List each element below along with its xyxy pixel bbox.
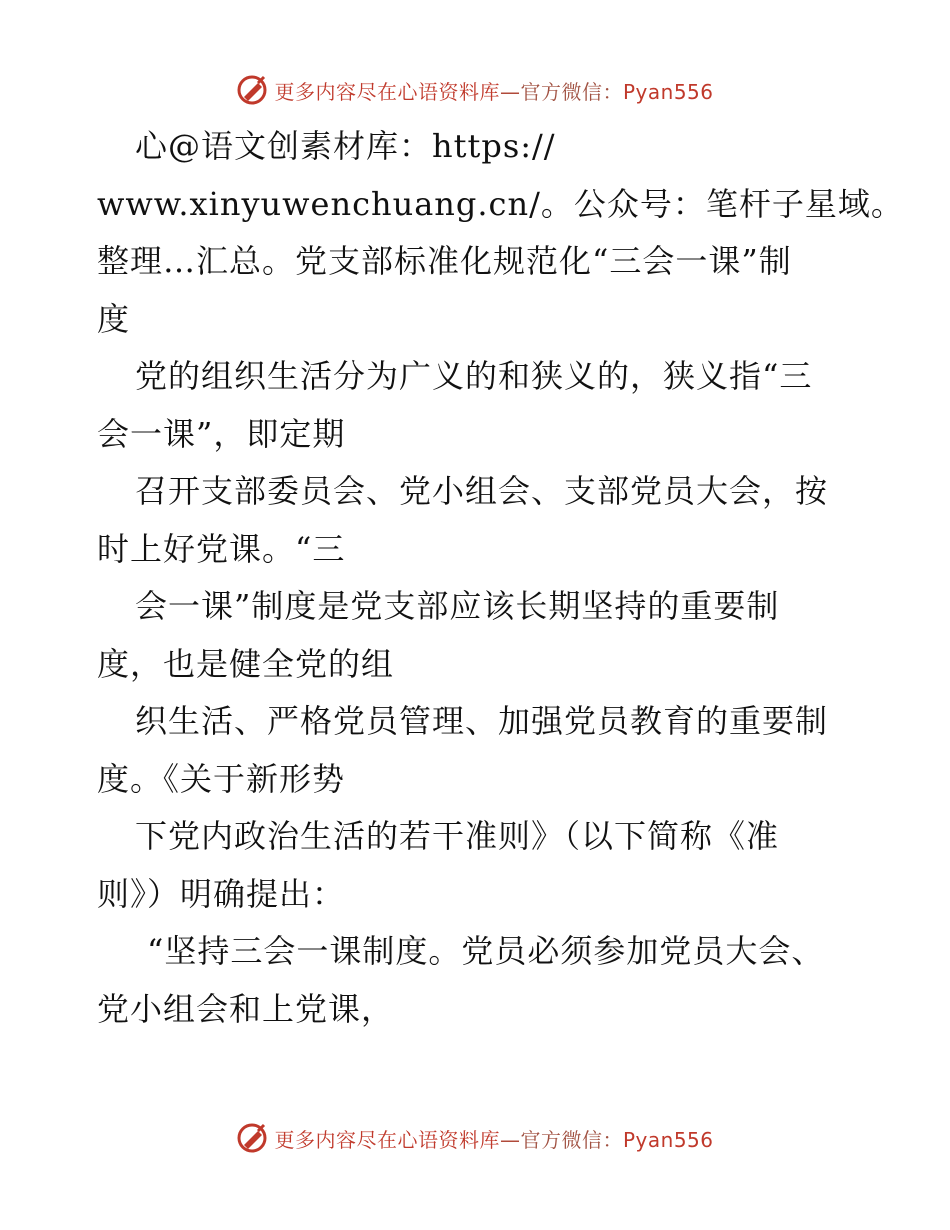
text-line: 度。《关于新形势 bbox=[97, 759, 346, 798]
banner-separator: — bbox=[499, 1127, 521, 1152]
pen-logo-icon bbox=[236, 1121, 270, 1155]
banner-wechat-id: Pyan556 bbox=[622, 1127, 714, 1152]
banner-wechat-label: 官方微信： bbox=[520, 1127, 623, 1152]
text-line: 则》）明确提出： bbox=[97, 874, 346, 913]
text-line: www.xinyuwenchuang.cn/。公众号：笔杆子星域。 bbox=[97, 184, 904, 223]
banner-text bbox=[274, 76, 713, 105]
text-line: 度，也是健全党的组 bbox=[97, 644, 395, 683]
text-line: 时上好党课。“三 bbox=[97, 529, 346, 568]
text-line: 心@语文创素材库：https:// bbox=[135, 127, 556, 165]
text-line: 党小组会和上党课， bbox=[97, 989, 395, 1028]
banner-wechat-label: 官方微信： bbox=[520, 79, 623, 104]
document-body bbox=[97, 118, 904, 1038]
text-line: 整理…汇总。党支部标准化规范化“三会一课”制 bbox=[97, 242, 792, 280]
banner-wechat-id: Pyan556 bbox=[622, 79, 714, 104]
banner-site-text: 更多内容尽在心语资料库 bbox=[274, 1127, 500, 1152]
banner-separator: — bbox=[499, 79, 521, 104]
text-line: 召开支部委员会、党小组会、支部党员大会，按 bbox=[135, 472, 829, 510]
header-banner bbox=[0, 70, 950, 110]
text-line: 党的组织生活分为广义的和狭义的，狭义指“三 bbox=[135, 357, 813, 395]
text-line: “坚持三会一课制度。党员必须参加党员大会、 bbox=[147, 932, 825, 970]
text-line: 下党内政治生活的若干准则》（以下简称《准 bbox=[135, 817, 780, 855]
banner-site-text: 更多内容尽在心语资料库 bbox=[274, 79, 500, 104]
footer-banner bbox=[0, 1118, 950, 1158]
text-line: 织生活、严格党员管理、加强党员教育的重要制 bbox=[135, 702, 829, 740]
pen-logo-icon bbox=[236, 73, 270, 107]
text-line: 会一课”，即定期 bbox=[97, 414, 346, 453]
text-line: 会一课”制度是党支部应该长期坚持的重要制 bbox=[135, 587, 780, 625]
banner-text bbox=[274, 1124, 713, 1153]
text-line: 度 bbox=[97, 299, 131, 338]
